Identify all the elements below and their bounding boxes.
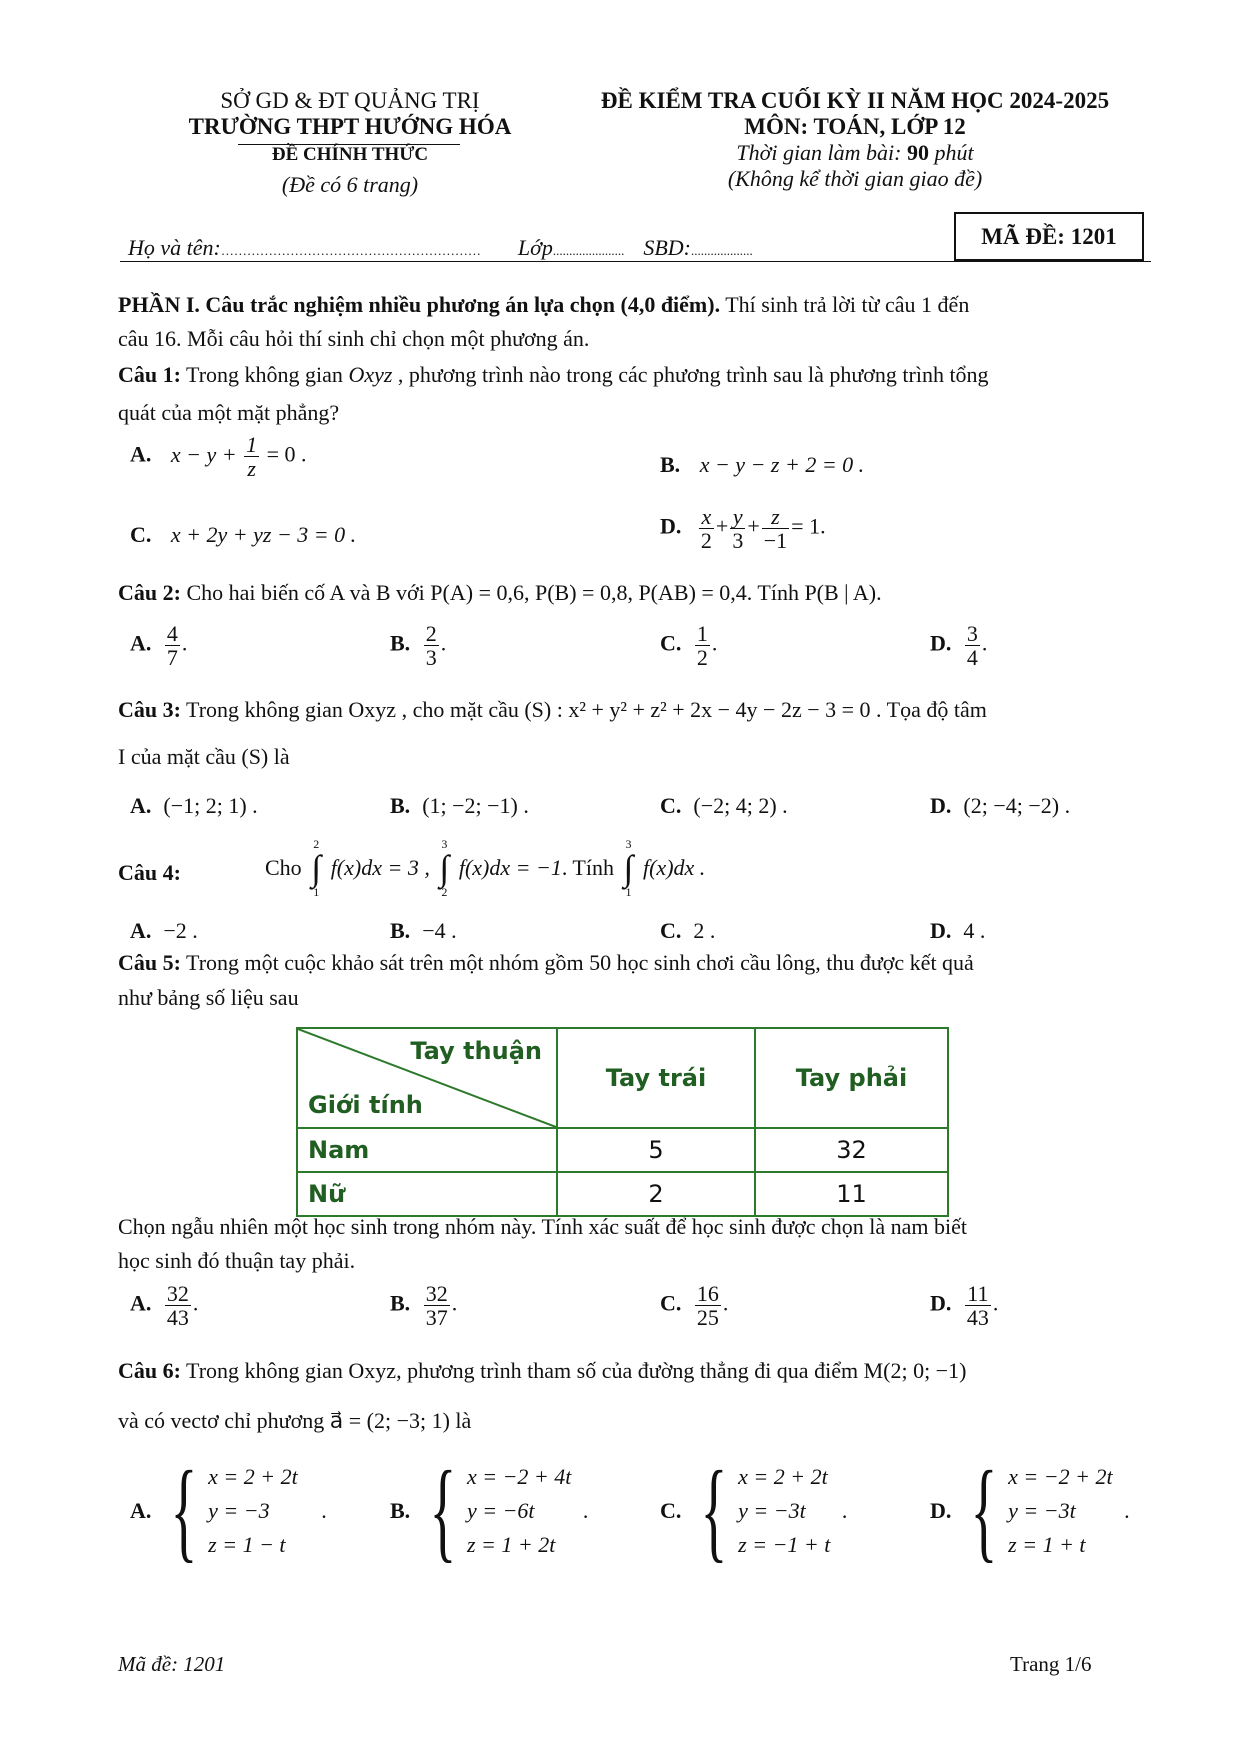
q1-d-n2: y — [730, 505, 745, 529]
q4-c-text: 2 . — [693, 918, 716, 943]
q1-oxyz: Oxyz — [348, 362, 393, 387]
option-c-label: C. — [660, 918, 682, 943]
q3-option-d[interactable] — [930, 793, 1070, 819]
q5-text-3: Chọn ngẫu nhiên một học sinh trong nhóm này. Tính xác suất để học sinh được chọn là nam biết — [118, 1214, 968, 1239]
option-c-label: C. — [660, 630, 682, 656]
part1-title: PHẦN I. Câu trắc nghiệm nhiều phương án lựa chọn (4,0 điểm). — [118, 292, 721, 317]
q6-d-eq-y: y = −3t — [1008, 1497, 1076, 1523]
q1-b-text: x − y − z + 2 = 0 . — [699, 452, 865, 477]
left-brace: { — [170, 1449, 198, 1573]
q4-int1-lower: 1 — [313, 885, 320, 899]
q6-stem-line1 — [118, 1358, 966, 1384]
q1-c-text: x + 2y + yz − 3 = 0 . — [170, 522, 357, 547]
q4-int2-upper: 3 — [441, 837, 448, 851]
q2-text: Cho hai biến cố A và B với P(A) = 0,6, P(B) = 0,8, P(AB) = 0,4. Tính P(B | A). — [180, 580, 882, 605]
q2-option-c[interactable]: C. $\frac{1}{2}$ . — [660, 621, 718, 671]
q3-label: Câu 3: — [118, 697, 181, 722]
q1-a-post: = 0 . — [266, 441, 307, 467]
q1-text-1: Trong không gian — [180, 362, 349, 387]
q6-a-eq-y: y = −3 — [208, 1497, 270, 1523]
q2-a-den: 7 — [166, 645, 178, 671]
option-c-label: C. — [660, 1290, 682, 1316]
footer-page-number: Trang 1/6 — [1010, 1652, 1092, 1676]
q1-option-a[interactable] — [130, 433, 307, 480]
q5-b-den: 37 — [425, 1305, 448, 1331]
time-note: (Không kể thời gian giao đề) — [727, 166, 983, 191]
left-brace: { — [700, 1449, 728, 1573]
q2-label: Câu 2: — [118, 580, 181, 605]
q1-stem-line1 — [118, 362, 989, 388]
school-name: TRƯỜNG THPT HƯỚNG HÓA — [188, 114, 512, 139]
q2-d-den: 4 — [966, 645, 978, 671]
q1-d-n1: x — [699, 505, 714, 529]
q5-b-num: 32 — [425, 1281, 448, 1306]
q4-stem — [265, 838, 705, 898]
table-corner-bottom: Giới tính — [308, 1091, 423, 1119]
q5-c-num: 16 — [696, 1281, 719, 1306]
q1-d-post: = 1. — [791, 513, 826, 539]
q4-a-text: −2 . — [163, 918, 198, 943]
q2-b-den: 3 — [425, 645, 437, 671]
table-cell: 32 — [755, 1128, 948, 1172]
option-b-label: B. — [390, 918, 411, 943]
q1-text-2: , phương trình nào trong các phương trình sau là phương trình tổng — [392, 362, 989, 387]
q3-text-2: I của mặt cầu (S) là — [118, 744, 290, 769]
q2-a-num: 4 — [166, 621, 178, 646]
q5-c-den: 25 — [696, 1305, 719, 1331]
q6-option-a[interactable]: A. { x = 2 + 2t y = −3 z = 1 − t . — [130, 1449, 327, 1573]
q5-text-1: Trong một cuộc khảo sát trên một nhóm gồm 50 học sinh chơi cầu lông, thu được kết quả — [180, 950, 974, 975]
q3-option-c[interactable] — [660, 793, 788, 819]
q4-option-a[interactable] — [130, 918, 198, 944]
q3-d-text: (2; −4; −2) . — [963, 793, 1071, 818]
option-d-label: D. — [930, 793, 952, 818]
q5-label: Câu 5: — [118, 950, 181, 975]
q6-a-eq-x: x = 2 + 2t — [208, 1463, 298, 1489]
q6-option-b[interactable]: B. { x = −2 + 4t y = −6t z = 1 + 2t . — [390, 1449, 589, 1573]
option-b-label: B. — [390, 1290, 411, 1316]
exam-code-box: MÃ ĐỀ: 1201 — [954, 212, 1144, 261]
option-b-label: B. — [660, 452, 681, 477]
q6-c-eq-z: z = −1 + t — [738, 1532, 831, 1558]
q3-stem-line1 — [118, 697, 987, 723]
q3-c-text: (−2; 4; 2) . — [693, 793, 788, 818]
q4-int1-body: f(x)dx = 3 , — [330, 855, 430, 880]
q4-option-b[interactable] — [390, 918, 457, 944]
sbd-dots[interactable]: ................... — [691, 243, 753, 258]
q6-a-eq-z: z = 1 − t — [208, 1532, 286, 1558]
table-row — [297, 1128, 948, 1172]
option-d-label: D. — [930, 1498, 952, 1523]
q6-option-c[interactable]: C. { x = 2 + 2t y = −3t z = −1 + t . — [660, 1449, 848, 1573]
q3-option-a[interactable] — [130, 793, 258, 819]
table-corner-cell — [297, 1028, 557, 1128]
integral-sign: ∫ — [623, 848, 634, 888]
q4-cho: Cho — [265, 855, 302, 880]
time-line — [575, 140, 1135, 166]
q6-d-eq-x: x = −2 + 2t — [1008, 1463, 1113, 1489]
option-c-label: C. — [660, 1498, 682, 1523]
table-row-label: Nam — [297, 1128, 557, 1172]
q4-tinh: . Tính — [561, 855, 614, 880]
subject-line: MÔN: TOÁN, LỚP 12 — [744, 114, 966, 139]
left-brace: { — [970, 1449, 998, 1573]
time-suffix: phút — [929, 140, 974, 165]
option-d-label: D. — [930, 918, 952, 943]
q4-option-d[interactable] — [930, 918, 985, 944]
name-label: Họ và tên: — [128, 235, 221, 260]
q4-int2-lower: 2 — [441, 885, 448, 899]
q3-text-1: Trong không gian Oxyz , cho mặt cầu (S) : x² + y² + z² + 2x − 4y − 2z − 3 = 0 . Tọa độ tâm — [180, 697, 987, 722]
q1-option-d[interactable]: D. $\frac{x}{2}$ + $\frac{y}{3}$ + $\frac{z}{-1}$ = 1. — [660, 504, 826, 554]
option-a-label: A. — [130, 630, 152, 656]
q5-d-num: 11 — [965, 1282, 991, 1306]
q1-option-b[interactable] — [660, 452, 864, 478]
option-b-label: B. — [390, 630, 411, 656]
q6-b-eq-x: x = −2 + 4t — [466, 1463, 572, 1489]
table-header-right-hand: Tay phải — [755, 1028, 948, 1128]
part1-line1 — [118, 292, 969, 318]
q1-a-num: 1 — [246, 432, 258, 457]
class-dots[interactable]: ...................... — [552, 243, 625, 258]
option-a-label: A. — [130, 918, 152, 943]
q6-c-eq-x: x = 2 + 2t — [738, 1463, 828, 1489]
q6-option-d[interactable]: D. { x = −2 + 2t y = −3t z = 1 + t . — [930, 1449, 1130, 1573]
q3-b-text: (1; −2; −1) . — [422, 793, 529, 818]
q1-label: Câu 1: — [118, 362, 181, 387]
table-row-label: Nữ — [297, 1172, 557, 1216]
option-d-label: D. — [930, 1290, 952, 1316]
q4-int3-upper: 3 — [625, 837, 632, 851]
q2-option-a[interactable]: A. $\frac{4}{7}$ . — [130, 621, 188, 671]
q2-b-num: 2 — [425, 621, 437, 646]
official-label: ĐỀ CHÍNH THỨC — [271, 144, 429, 165]
q1-a-pre: x − y + — [170, 441, 237, 467]
q2-c-den: 2 — [696, 645, 708, 671]
part1-intro-2: câu 16. Mỗi câu hỏi thí sinh chỉ chọn một phương án. — [118, 326, 590, 351]
q5-stem-line1 — [118, 950, 974, 976]
table-corner-top: Tay thuận — [410, 1037, 542, 1065]
pages-note: (Đề có 6 trang) — [281, 172, 419, 197]
option-a-label: A. — [130, 1498, 152, 1523]
table-cell: 2 — [557, 1172, 755, 1216]
student-info-line — [128, 235, 753, 261]
integral-sign: ∫ — [311, 848, 322, 888]
school-underline — [238, 144, 460, 145]
q5-text-4: học sinh đó thuận tay phải. — [118, 1248, 356, 1273]
option-c-label: C. — [660, 793, 682, 818]
q3-a-text: (−1; 2; 1) . — [163, 793, 258, 818]
q1-d-d2: 3 — [732, 528, 744, 554]
q5-option-a[interactable]: A. $\frac{32}{43}$ . — [130, 1281, 199, 1331]
option-c-label: C. — [130, 522, 152, 547]
q6-b-eq-z: z = 1 + 2t — [466, 1532, 556, 1558]
footer-exam-code: Mã đề: 1201 — [118, 1652, 226, 1676]
class-label: Lớp — [517, 235, 553, 260]
q6-label: Câu 6: — [118, 1358, 181, 1383]
q6-d-eq-z: z = 1 + t — [1008, 1532, 1086, 1558]
survey-table — [296, 1027, 949, 1217]
q2-c-num: 1 — [696, 621, 708, 646]
name-dots[interactable]: …………………………………………………… — [220, 243, 481, 258]
table-cell: 11 — [755, 1172, 948, 1216]
q2-d-num: 3 — [966, 621, 978, 646]
q1-d-d1: 2 — [700, 528, 712, 554]
option-d-label: D. — [930, 630, 952, 656]
q1-d-d3: −1 — [763, 528, 788, 554]
q4-option-c[interactable] — [660, 918, 715, 944]
q4-b-text: −4 . — [422, 918, 457, 943]
option-a-label: A. — [130, 793, 152, 818]
q6-text-2: và có vectơ chỉ phương a⃗ = (2; −3; 1) là — [118, 1408, 472, 1433]
q1-d-n3: z — [762, 505, 789, 529]
q4-label: Câu 4: — [118, 860, 181, 885]
q1-option-c[interactable] — [130, 522, 356, 548]
time-prefix: Thời gian làm bài: — [736, 140, 907, 165]
q5-option-b[interactable]: B. $\frac{32}{37}$ . — [390, 1281, 458, 1331]
dept-name: SỞ GD & ĐT QUẢNG TRỊ — [220, 88, 480, 113]
exam-title: ĐỀ KIỂM TRA CUỐI KỲ II NĂM HỌC 2024-2025 — [600, 88, 1110, 113]
q2-stem — [118, 580, 882, 606]
q4-int3-lower: 1 — [625, 885, 632, 899]
q4-int2-body: f(x)dx = −1 — [458, 855, 562, 880]
q5-d-den: 43 — [966, 1305, 989, 1331]
q1-a-den: z — [247, 456, 256, 482]
q5-a-num: 32 — [166, 1281, 189, 1306]
q1-text-3: quát của một mặt phẳng? — [118, 400, 340, 425]
q6-c-eq-y: y = −3t — [738, 1497, 806, 1523]
q3-option-b[interactable] — [390, 793, 529, 819]
q5-text-2: như bảng số liệu sau — [118, 985, 299, 1010]
q6-text-1: Trong không gian Oxyz, phương trình tham số của đường thẳng đi qua điểm M(2; 0; −1) — [180, 1358, 967, 1383]
option-b-label: B. — [390, 793, 411, 818]
q2-option-d[interactable]: D. $\frac{3}{4}$ . — [930, 621, 988, 671]
q4-int3-body: f(x)dx . — [642, 855, 706, 880]
table-cell: 5 — [557, 1128, 755, 1172]
q4-d-text: 4 . — [963, 918, 986, 943]
option-a-label: A. — [130, 441, 152, 467]
q5-option-c[interactable]: C. $\frac{16}{25}$ . — [660, 1281, 729, 1331]
table-header-left-hand: Tay trái — [557, 1028, 755, 1128]
part1-intro-1: Thí sinh trả lời từ câu 1 đến — [720, 292, 970, 317]
q5-option-d[interactable]: D. $\frac{11}{43}$ . — [930, 1281, 999, 1331]
q6-b-eq-y: y = −6t — [466, 1497, 535, 1523]
option-b-label: B. — [390, 1498, 411, 1523]
sbd-label: SBD: — [643, 235, 691, 260]
integral-sign: ∫ — [439, 848, 450, 888]
q5-a-den: 43 — [166, 1305, 189, 1331]
table-row — [297, 1172, 948, 1216]
header-rule — [120, 261, 1151, 262]
left-brace: { — [429, 1449, 457, 1573]
q2-option-b[interactable]: B. $\frac{2}{3}$ . — [390, 621, 447, 671]
option-a-label: A. — [130, 1290, 152, 1316]
q4-int1-upper: 2 — [313, 837, 320, 851]
option-d-label: D. — [660, 513, 682, 539]
time-value: 90 — [907, 140, 929, 165]
